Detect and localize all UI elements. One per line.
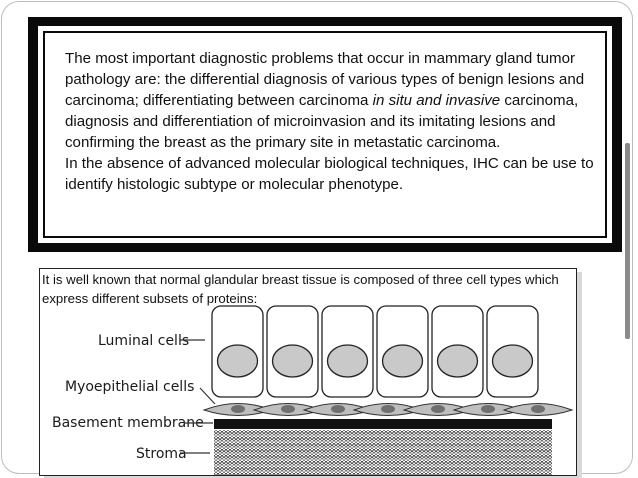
ihc-paragraph: In the absence of advanced molecular biological techniques, IHC can be use to identify histologic subtype or molecular phenotype. — [65, 155, 594, 193]
myoepithelial-cell-nucleus — [331, 405, 345, 413]
textbox-inner-border — [43, 31, 607, 238]
myoepithelial-cells-label: Myoepithelial cells — [65, 379, 195, 395]
luminal-cells-group — [212, 306, 538, 397]
diagnostic-problems-paragraph — [65, 48, 610, 153]
luminal-cell-nucleus — [438, 345, 478, 377]
luminal-cell-nucleus — [383, 345, 423, 377]
stroma-label: Stroma — [136, 446, 187, 462]
luminal-cells-label: Luminal cells — [98, 333, 190, 349]
breast-tissue-diagram — [39, 268, 577, 476]
myoepithelial-cell-nucleus — [531, 405, 545, 413]
luminal-cell-nucleus — [273, 345, 313, 377]
diagram-caption: It is well known that normal glandular breast tissue is composed of three cell types which express different subsets of proteins: — [42, 272, 559, 306]
textbox-white-band — [38, 26, 612, 243]
paragraph-part-3: carcinoma, diagnosis and differentiation of microinvasion and its imitating lesions and confirming the breast as the primary site in metastatic carcinoma. — [65, 92, 579, 151]
basement-membrane-band — [214, 419, 552, 429]
paragraph-part-1: The most important diagnostic problems that occur in mammary gland tumor pathology are: the differential diagnosis of various types of benign lesions and carcinoma; differentiating between carcinoma — [65, 50, 585, 109]
paragraph-italic-term: in situ and invasive — [372, 92, 501, 109]
myoepithelial-cells-group — [204, 404, 572, 416]
myoepithelial-cell-nucleus — [431, 405, 445, 413]
myoepithelial-cell-nucleus — [281, 405, 295, 413]
myoepithelial-cell-nucleus — [231, 405, 245, 413]
basement-membrane-label: Basement membrane — [52, 415, 204, 431]
luminal-cell-nucleus — [218, 345, 258, 377]
info-textbox — [28, 17, 622, 252]
myoepithelial-cell-nucleus — [381, 405, 395, 413]
slide-side-tab — [625, 143, 630, 339]
luminal-cell-nucleus — [493, 345, 533, 377]
myoepithelial-cell-nucleus — [481, 405, 495, 413]
textbox-text — [65, 48, 610, 195]
luminal-cell-nucleus — [328, 345, 368, 377]
stroma-texture — [214, 430, 552, 476]
